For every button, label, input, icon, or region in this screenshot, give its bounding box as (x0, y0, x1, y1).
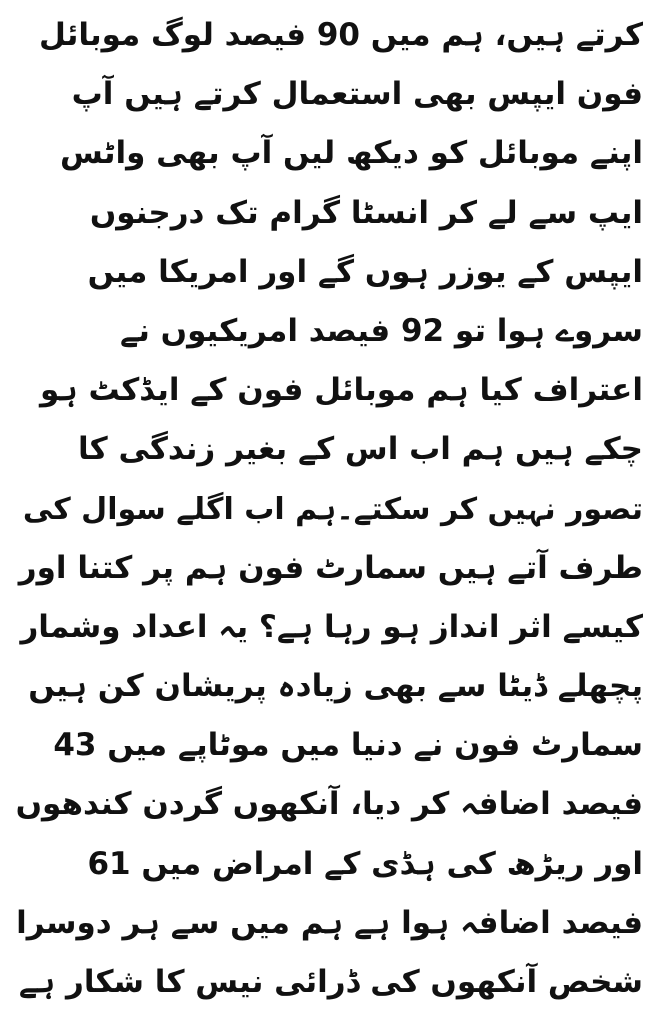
text-line: کیسے اثر انداز ہو رہا ہے؟ یہ اعداد وشمار (20, 608, 643, 645)
text-line: سروے ہوا تو 92 فیصد امریکیوں نے (120, 312, 643, 349)
text-line: اعتراف کیا ہم موبائل فون کے ایڈکٹ ہو (40, 372, 643, 409)
text-line: پچھلے ڈیٹا سے بھی زیادہ پریشان کن ہیں (28, 668, 643, 705)
text-line: ایپس کے یوزر ہوں گے اور امریکا میں (87, 253, 643, 290)
text-line: فیصد اضافہ کر دیا، آنکھوں گردن کندھوں (15, 786, 643, 823)
text-line: کرتے ہیں، ہم میں 90 فیصد لوگ موبائل (39, 17, 643, 53)
text-line: چکے ہیں ہم اب اس کے بغیر زندگی کا (78, 431, 643, 468)
text-line: فون ایپس بھی استعمال کرتے ہیں آپ (71, 76, 643, 113)
text-line: تصور نہیں کر سکتے۔ہم اب اگلے سوال کی (22, 491, 643, 527)
text-line: فیصد اضافہ ہوا ہے ہم میں سے ہر دوسرا (16, 904, 643, 941)
text-line: شخص آنکھوں کی ڈرائی نیس کا شکار ہے (18, 964, 643, 1000)
text-line: ایپ سے لے کر انسٹا گرام تک درجنوں (89, 194, 643, 231)
text-line: اپنے موبائل کو دیکھ لیں آپ بھی واٹس (60, 135, 643, 172)
text-line: طرف آتے ہیں سمارٹ فون ہم پر کتنا اور (18, 549, 643, 586)
text-line: سمارٹ فون نے دنیا میں موٹاپے میں 43 (53, 727, 643, 764)
text-line: اور ریڑھ کی ہڈی کے امراض میں 61 (87, 845, 643, 882)
